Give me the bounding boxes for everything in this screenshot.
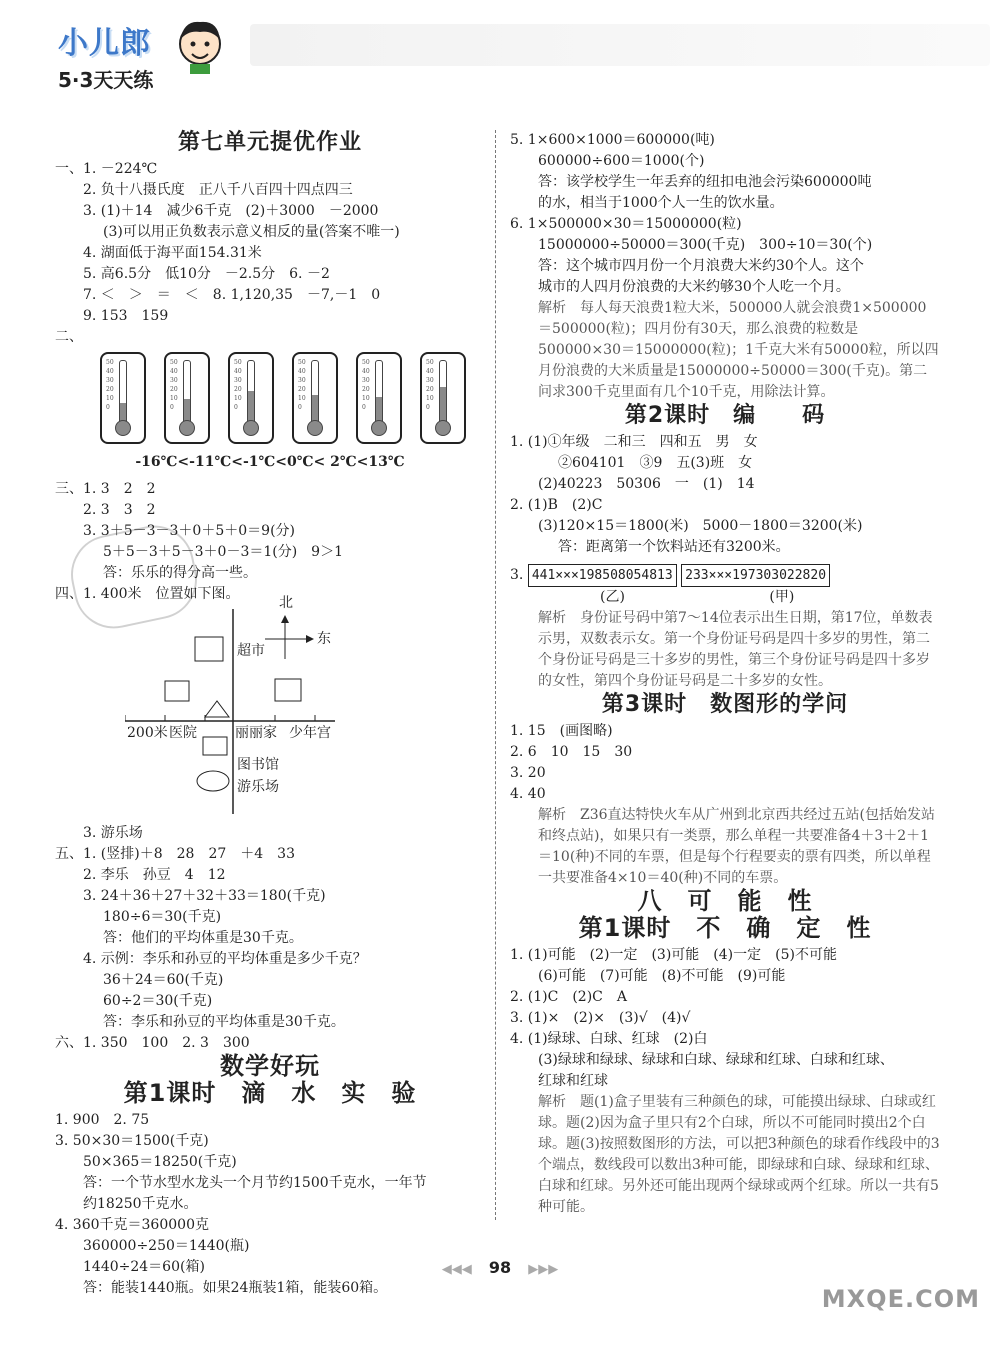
answer-line: 1. 15 (画图略) [510, 723, 613, 739]
logo [58, 18, 153, 93]
answer-line: 4. 湖面低于海平面154.31米 [83, 245, 262, 261]
answer-line: 1440÷24＝60(箱) [83, 1259, 205, 1275]
answer-line: 四、1. 400米 位置如下图。 [55, 586, 240, 602]
position-map [125, 595, 365, 819]
answer-line: 红球和红球 [538, 1073, 608, 1089]
thermometer-row [100, 352, 485, 444]
thermometer-icon: 50 40 30 20 10 0 [356, 352, 402, 444]
item-number: 3. [510, 567, 524, 583]
answer-line: 2. 负十八摄氏度 正八千八百四十四点四三 [83, 182, 353, 198]
answer-line: 360000÷250＝1440(瓶) [83, 1238, 250, 1254]
next-arrows-icon: ▶▶▶ [528, 1262, 559, 1277]
answer-line: 36＋24＝60(千克) [103, 972, 224, 988]
answer-line: 7. ＜ ＞ ＝ ＜ 8. 1,120,35 －7,－1 0 [83, 287, 381, 303]
answer-line: 城市的人四月份浪费的大米约够30个人吃一个月。 [538, 279, 850, 295]
answer-line: 答：能装1440瓶。如果24瓶装1箱，能装60箱。 [83, 1280, 388, 1296]
left-column [55, 130, 485, 1299]
answer-line: 的水，相当于1000个人一生的饮水量。 [538, 195, 784, 211]
id-number-box: 441×××198508054813 [528, 564, 677, 587]
playground-label: 游乐场 [237, 779, 279, 795]
answer-line: 4. (1)绿球、白球、红球 (2)白 [510, 1031, 708, 1047]
answer-line: 1. (1)可能 (2)一定 (3)可能 (4)一定 (5)不可能 [510, 947, 837, 963]
answer-line: 答：该学校学生一年丢弃的纽扣电池会污染600000吨 [538, 174, 872, 190]
header-band [250, 24, 990, 66]
answer-line: (3)120×15＝1800(米) 5000－1800＝3200(米) [538, 518, 863, 534]
page-number: 98 [488, 1258, 512, 1277]
thermometer-icon: 50 40 30 20 10 0 [228, 352, 274, 444]
answer-line: 1. (1)①年级 二和三 四和五 男 女 [510, 434, 758, 450]
thermometer-icon: 50 40 30 20 10 0 [100, 352, 146, 444]
page-header [0, 0, 1000, 92]
answer-line: (2)40223 50306 一 (1) 14 [538, 476, 755, 492]
answer-line: 5. 1×600×1000＝600000(吨) [510, 132, 715, 148]
answer-line: (3)可以用正负数表示意义相反的量(答案不唯一) [103, 224, 400, 240]
logo-title: 小儿郎 [58, 26, 151, 61]
analysis-text: 解析 题(1)盒子里装有三种颜色的球，可能摸出绿球、白球或红球。题(2)因为盒子里只有2个白球，所以不可能同时摸出2个白球。题(3)按照数图形的方法，可以把3种颜色的球看作线段中的3个端点，数线段可以数出3种可能，即绿球和白球、绿球和红球、白球和红球。另外还可能出现两个绿球或两个红球。所以一共有5种可能。 [538, 1094, 940, 1215]
answer-line: 9. 153 159 [83, 308, 169, 324]
logo-subtitle: 5·3天天练 [58, 68, 154, 92]
answer-line: 2. (1)B (2)C [510, 497, 603, 513]
east-label: 东 [317, 631, 331, 647]
id-labels [510, 587, 940, 608]
analysis-text: 解析 Z36直达特快火车从广州到北京西共经过五站(包括始发站和终点站)，如果只有一类票，那么单程一共要准备4＋3＋2＋1＝10(种)不同的车票，但是每个行程要卖的票有四类，所以单程一共要准备4×10＝40(种)不同的车票。 [538, 807, 936, 886]
right-column [510, 130, 940, 1218]
lesson-title: 第3课时 数图形的学问 [601, 692, 849, 717]
fun-math-title: 数学好玩 [220, 1052, 320, 1080]
answer-line: 六、1. 350 100 2. 3 300 [55, 1035, 250, 1051]
answer-line: 4. 40 [510, 786, 546, 802]
answer-line: ②604101 ③9 五(3)班 女 [558, 455, 753, 471]
hospital-label: 医院 [169, 725, 197, 741]
analysis-text: 解析 每人每天浪费1粒大米，500000人就会浪费1×500000＝500000(粒)；四月份有30天，那么浪费的粒数是500000×30＝15000000(粒)；1千克大米有50000粒，所以四月份浪费的大米质量是15000000÷50000＝300(千克)。第二问求300千克里面有几个10千克，用除法计算。 [538, 300, 939, 400]
answer-line: 2. 6 10 15 30 [510, 744, 633, 760]
answer-line: 约18250千克水。 [83, 1196, 198, 1212]
watermark: MXQE.COM [821, 1285, 980, 1313]
temperature-order: -16℃<-11℃<-1℃<0℃< 2℃<13℃ [135, 454, 405, 470]
answer-line: 3. 50×30＝1500(千克) [55, 1133, 209, 1149]
lili-home-label: 丽丽家 [235, 725, 277, 741]
answer-line: 5. 高6.5分 低10分 －2.5分 6. －2 [83, 266, 330, 282]
id-number-box: 233×××197303022820 [681, 564, 830, 587]
section-2-label: 二、 [55, 329, 83, 345]
lesson-title: 第1课时 滴 水 实 验 [123, 1079, 417, 1107]
answer-line: 15000000÷50000＝300(千克) 300÷10＝30(个) [538, 237, 873, 253]
unit7-title: 第七单元提优作业 [177, 130, 362, 155]
answer-line: 2. 李乐 孙豆 4 12 [83, 867, 226, 883]
answer-line: 3. 游乐场 [83, 825, 143, 841]
answer-line: (6)可能 (7)可能 (8)不可能 (9)可能 [538, 968, 786, 984]
answer-line: 答：这个城市四月份一个月浪费大米约30个人。这个 [538, 258, 864, 274]
thermometer-icon: 50 40 30 20 10 0 [164, 352, 210, 444]
youth-palace-label: 少年宫 [289, 725, 331, 741]
answer-line: 600000÷600＝1000(个) [538, 153, 705, 169]
answer-line: 三、1. 3 2 2 [55, 481, 156, 497]
answer-line: 答：乐乐的得分高一些。 [103, 565, 257, 581]
prev-arrows-icon: ◀◀◀ [441, 1262, 472, 1277]
unit8-title: 八 可 能 性 [637, 887, 813, 915]
answer-line: 60÷2＝30(千克) [103, 993, 213, 1009]
answer-line: 3. 3＋5－3－3＋0＋5＋0＝9(分) [83, 523, 295, 539]
mascot-boy-icon [170, 16, 230, 76]
answer-line: 1. 900 2. 75 [55, 1112, 150, 1128]
north-label: 北 [279, 595, 293, 611]
answer-line: 3. 24＋36＋27＋32＋33＝180(千克) [83, 888, 326, 904]
answer-line: 答：一个节水型水龙头一个月节约1500千克水，一年节 [83, 1175, 427, 1191]
answer-line: 答：李乐和孙豆的平均体重是30千克。 [103, 1014, 345, 1030]
thermometer-icon: 50 40 30 20 10 0 [292, 352, 338, 444]
answer-line: 答：他们的平均体重是30千克。 [103, 930, 303, 946]
page-footer [0, 1258, 1000, 1277]
id-card-row [510, 564, 940, 587]
answer-line: 3. 20 [510, 765, 546, 781]
answer-line: 4. 示例：李乐和孙豆的平均体重是多少千克？ [83, 951, 367, 967]
id-label: (乙) [600, 589, 625, 605]
answer-line: 五、1. (竖排)＋8 28 27 ＋4 33 [55, 846, 295, 862]
answer-line: 5＋5－3＋5－3＋0－3＝1(分) 9＞1 [103, 544, 343, 560]
answer-line: 2. (1)C (2)C A [510, 989, 628, 1005]
answer-line: 50×365＝18250(千克) [83, 1154, 237, 1170]
answer-line: 答：距离第一个饮料站还有3200米。 [558, 539, 790, 555]
column-divider [495, 130, 496, 1220]
lesson-title: 第1课时 不 确 定 性 [578, 914, 872, 942]
answer-line: 3. (1)＋14 减少6千克 (2)＋3000 －2000 [83, 203, 379, 219]
supermarket-label: 超市 [237, 643, 265, 659]
answer-line: 6. 1×500000×30＝15000000(粒) [510, 216, 742, 232]
thermometer-icon: 50 40 30 20 10 0 [420, 352, 466, 444]
library-label: 图书馆 [237, 757, 279, 773]
id-label: (甲) [769, 589, 795, 605]
answer-line: 一、1. －224℃ [55, 161, 158, 177]
answer-line: 3. (1)× (2)× (3)√ (4)√ [510, 1010, 691, 1026]
analysis-text: 解析 身份证号码中第7～14位表示出生日期，第17位，单数表示男，双数表示女。第一个身份证号码是四十多岁的男性，第二个身份证号码是三十多岁的男性，第三个身份证号码是四十多岁的女性，第四个身份证号码是二十多岁的女性。 [538, 610, 933, 689]
answer-line: (3)绿球和绿球、绿球和白球、绿球和红球、白球和红球、 [538, 1052, 894, 1068]
lesson-title: 第2课时 编 码 [624, 403, 826, 428]
scale-label: 200米 [127, 725, 168, 741]
answer-line: 4. 360千克＝360000克 [55, 1217, 209, 1233]
answer-line: 2. 3 3 2 [83, 502, 156, 518]
answer-line: 180÷6＝30(千克) [103, 909, 222, 925]
